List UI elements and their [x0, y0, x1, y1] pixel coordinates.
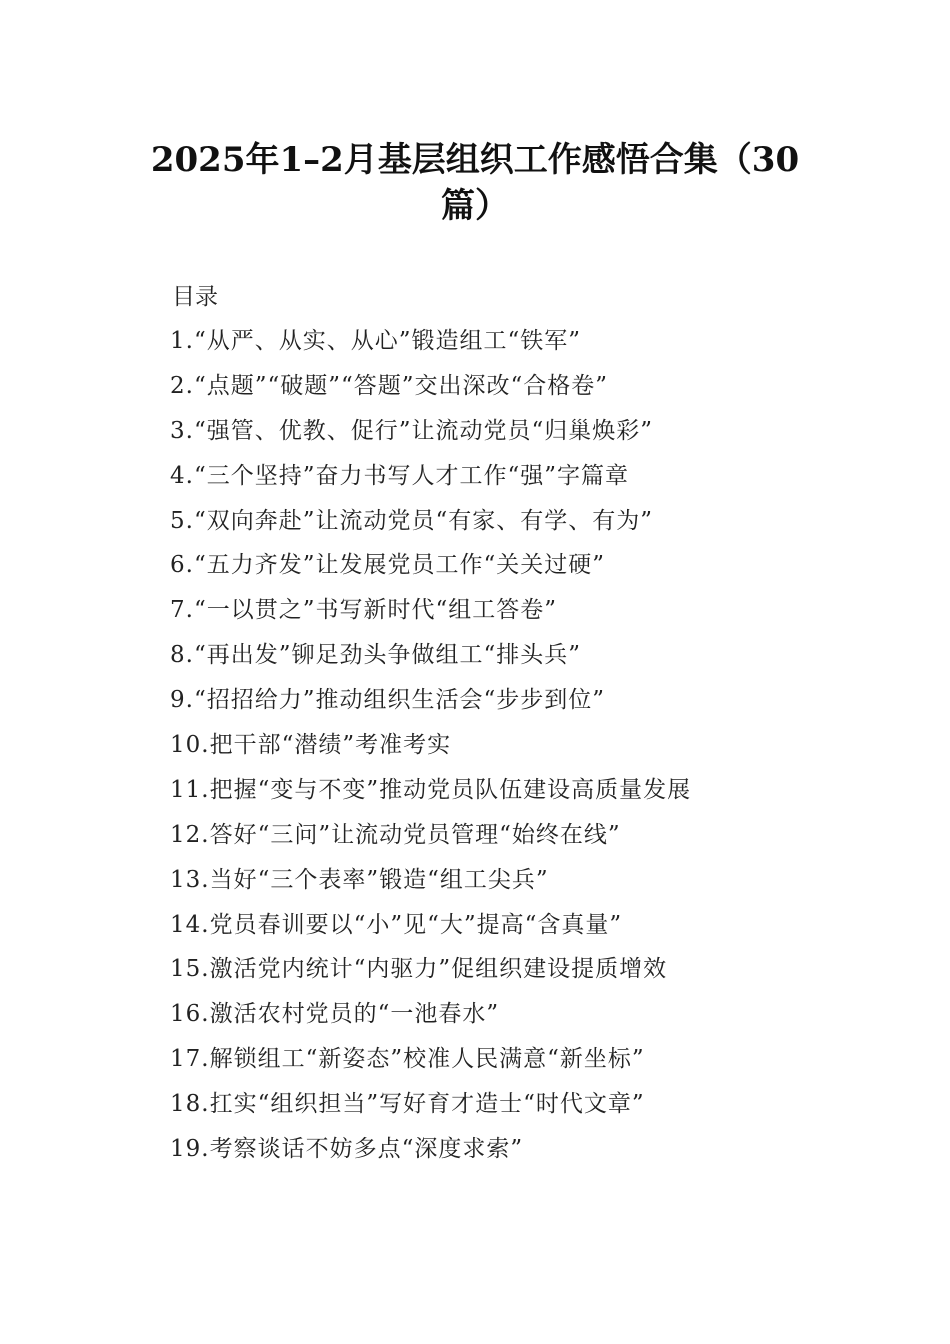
toc-item-1: 1.“从严、从实、从心”锻造组工“铁军” [170, 328, 581, 354]
toc-heading: 目录 [172, 284, 218, 310]
toc-item-9: 9.“招招给力”推动组织生活会“步步到位” [170, 687, 605, 714]
toc-item-15: 15.激活党内统计“内驱力”促组织建设提质增效 [170, 956, 668, 983]
toc-item-19: 19.考察谈话不妨多点“深度求索” [170, 1136, 524, 1163]
toc-item-5: 5.“双向奔赴”让流动党员“有家、有学、有为” [170, 507, 653, 534]
toc-item-12: 12.答好“三问”让流动党员管理“始终在线” [170, 821, 621, 848]
toc-item-2: 2.“点题”“破题”“答题”交出深改“合格卷” [170, 372, 609, 399]
toc-item-3: 3.“强管、优教、促行”让流动党员“归巢焕彩” [170, 417, 653, 444]
toc-item-13: 13.当好“三个表率”锻造“组工尖兵” [170, 866, 549, 893]
toc-item-6: 6.“五力齐发”让发展党员工作“关关过硬” [170, 552, 605, 579]
toc-item-16: 16.激活农村党员的“一池春水” [170, 1001, 500, 1028]
toc-item-8: 8.“再出发”铆足劲头争做组工“排头兵” [170, 642, 581, 669]
document-title: 2025年1–2月基层组织工作感悟合集（30篇） [150, 140, 800, 226]
toc-item-18: 18.扛实“组织担当”写好育才造士“时代文章” [170, 1091, 645, 1118]
toc-item-4: 4.“三个坚持”奋力书写人才工作“强”字篇章 [170, 462, 629, 489]
toc-item-10: 10.把干部“潜绩”考准考实 [170, 732, 452, 759]
toc-item-11: 11.把握“变与不变”推动党员队伍建设高质量发展 [170, 776, 692, 803]
toc-item-7: 7.“一以贯之”书写新时代“组工答卷” [170, 597, 557, 624]
table-of-contents [170, 324, 850, 1177]
toc-item-17: 17.解锁组工“新姿态”校准人民满意“新坐标” [170, 1046, 645, 1073]
toc-item-14: 14.党员春训要以“小”见“大”提高“含真量” [170, 911, 623, 938]
